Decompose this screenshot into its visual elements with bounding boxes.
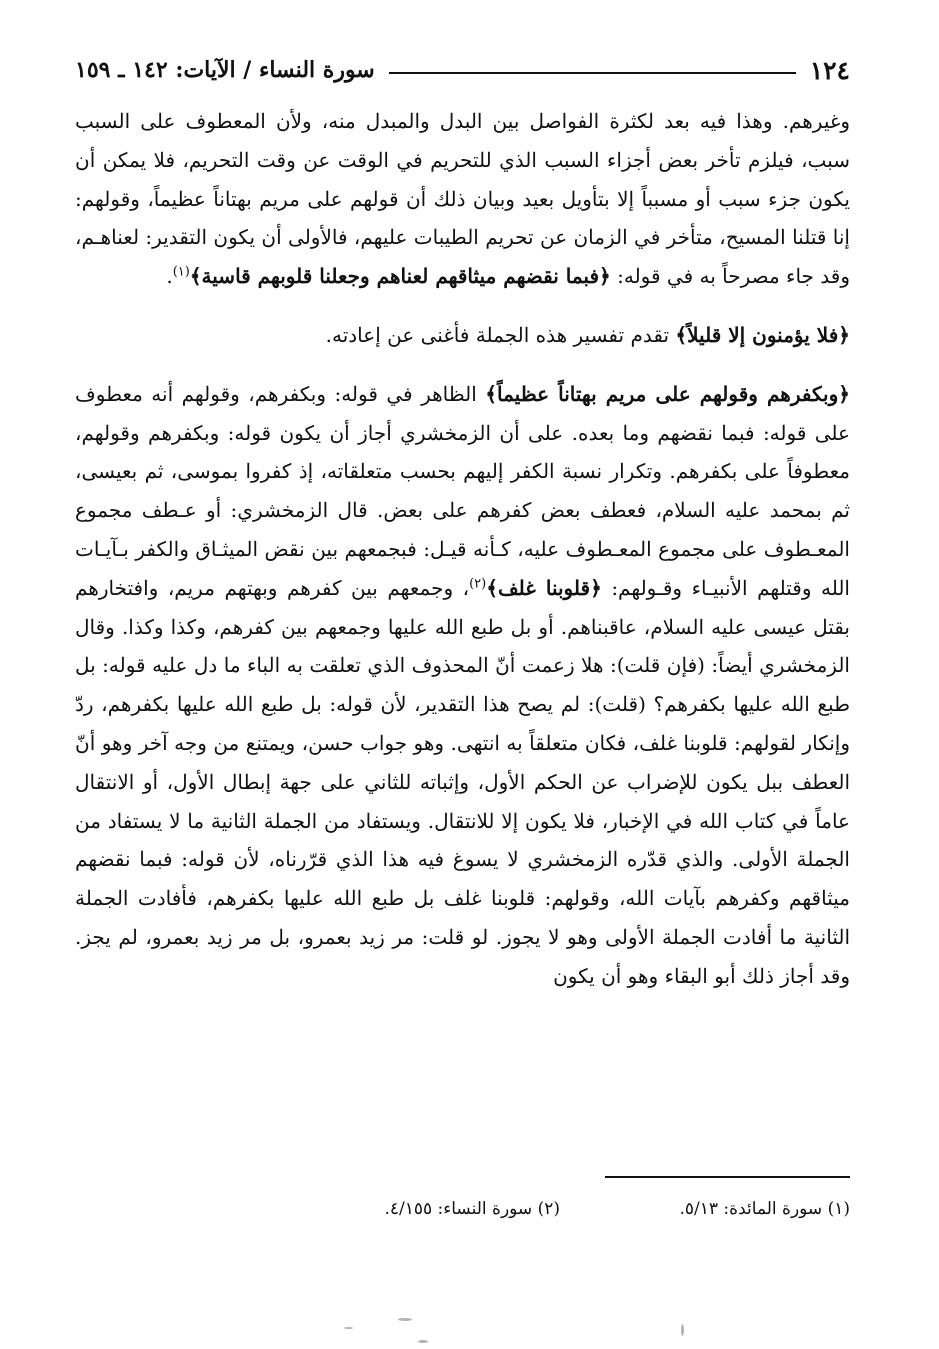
text-run: تقدم تفسير هذه الجملة فأغنى عن إعادته. bbox=[325, 322, 676, 347]
quran-quote: ﴿فلا يؤمنون إلا قليلاً﴾ bbox=[675, 322, 850, 347]
footnote-ref: (٢) bbox=[469, 576, 487, 592]
scan-speck bbox=[398, 1318, 412, 1321]
scan-speck bbox=[418, 1340, 428, 1343]
footnote-ref: (١) bbox=[172, 264, 190, 280]
footnote: (٢) سورة النساء: ٤/١٥٥. bbox=[384, 1199, 560, 1219]
footnote: (١) سورة المائدة: ٥/١٣. bbox=[679, 1199, 850, 1219]
running-title: سورة النساء / الآيات: ١٤٢ ـ ١٥٩ bbox=[75, 57, 375, 83]
quran-quote: ﴿قلوبنا غلف﴾ bbox=[486, 575, 602, 600]
paragraph bbox=[75, 316, 850, 355]
paragraph bbox=[75, 375, 850, 996]
footnotes bbox=[75, 1196, 850, 1222]
footnote-separator bbox=[605, 1176, 850, 1178]
page-number: ١٢٤ bbox=[809, 55, 850, 85]
body-text bbox=[75, 102, 850, 996]
quran-quote: ﴿وبكفرهم وقولهم على مريم بهتاناً عظيماً﴾ bbox=[485, 381, 850, 406]
text-run: وغيرهم. وهذا فيه بعد لكثرة الفواصل بين البدل والمبدل منه، ولأن المعطوف على السبب سبب، فيلزم تأخر بعض أجزاء السبب الذي للتحريم في الوقت عن وقت التحريم، فلا يمكن أن يكون جزء سبب أو مسبباً إلا بتأويل بعيد وبيان ذلك أن قولهم على مريم بهتاناً عظيماً، وقولهم: إنا قتلنا المسيح، متأخر في الزمان عن تحريم الطيبات عليهم، فالأولى أن يكون التقدير: لعناهـم، وقد جاء مصرحاً به في قوله: bbox=[75, 109, 850, 289]
paragraph bbox=[75, 102, 850, 296]
scan-speck bbox=[344, 1327, 353, 1329]
scan-speck bbox=[681, 1324, 684, 1336]
quran-quote: ﴿فبما نقضهم ميثاقهم لعناهم وجعلنا قلوبهم قاسية﴾ bbox=[189, 264, 611, 289]
text-run: ، وجمعهم بين كفرهم وبهتهم مريم، وافتخارهم بقتل عيسى عليه السلام، عاقبناهم. أو بل طبع الله عليها وجمعهم بين كفرهم، وكذا وكذا. وقال الزمخشري أيضاً: (فإن قلت): هلا زعمت أنّ المحذوف الذي تعلقت به الباء ما دل عليه قوله: بل طبع الله عليها بكفرهم؟ (قلت): لم يصح هذا التقدير، لأن قوله: بل طبع الله عليها بكفرهم، ردّ وإنكار لقولهم: قلوبنا غلف، فكان متعلقاً به انتهى. وهو جواب حسن، ويمتنع من وجه آخر وهو أنّ العطف ببل يكون للإضراب عن الحكم الأول، وإثباته للثاني على جهة إبطال الأول، أو الانتقال عاماً في كتاب الله في الإخبار، فلا يكون إلا للانتقال. ويستفاد من الجملة الثانية ما لا يستفاد من الجملة الأولى. والذي قدّره الزمخشري لا يسوغ فيه هذا الذي قرّرناه، لأن قوله: فبما نقضهم ميثاقهم وكفرهم بآيات الله، وقولهم: قلوبنا غلف بل طبع الله عليها بكفرهم، فأفادت الجملة الثانية ما أفادت الجملة الأولى وهو لا يجوز. لو قلت: مر زيد بعمرو، بل مر زيد بعمرو، لم يجز. وقد أجاز ذلك أبو البقاء وهو أن يكون bbox=[75, 575, 850, 988]
page-header bbox=[75, 50, 850, 90]
header-rule bbox=[389, 72, 796, 74]
text-run: . bbox=[166, 264, 173, 289]
text-run: الظاهر في قوله: وبكفرهم، وقولهم أنه معطوف على قوله: فبما نقضهم وما بعده. على أن الزمخشري أجاز أن يكون قوله: وبكفرهم وقولهم، معطوفاً على بكفرهم. وتكرار نسبة الكفر إليهم بحسب متعلقاته، إذ كفروا بموسى، ثم بعيسى، ثم بمحمد عليه السلام، فعطف بعض كفرهم على بعض. قال الزمخشري: أو عـطف مجموع المعـطوف على مجموع المعـطوف عليه، كـأنه قيـل: فبجمعهم بين نقض الميثـاق والكفر بـآيـات الله وقتلهم الأنبيـاء وقـولهم: bbox=[75, 381, 850, 600]
